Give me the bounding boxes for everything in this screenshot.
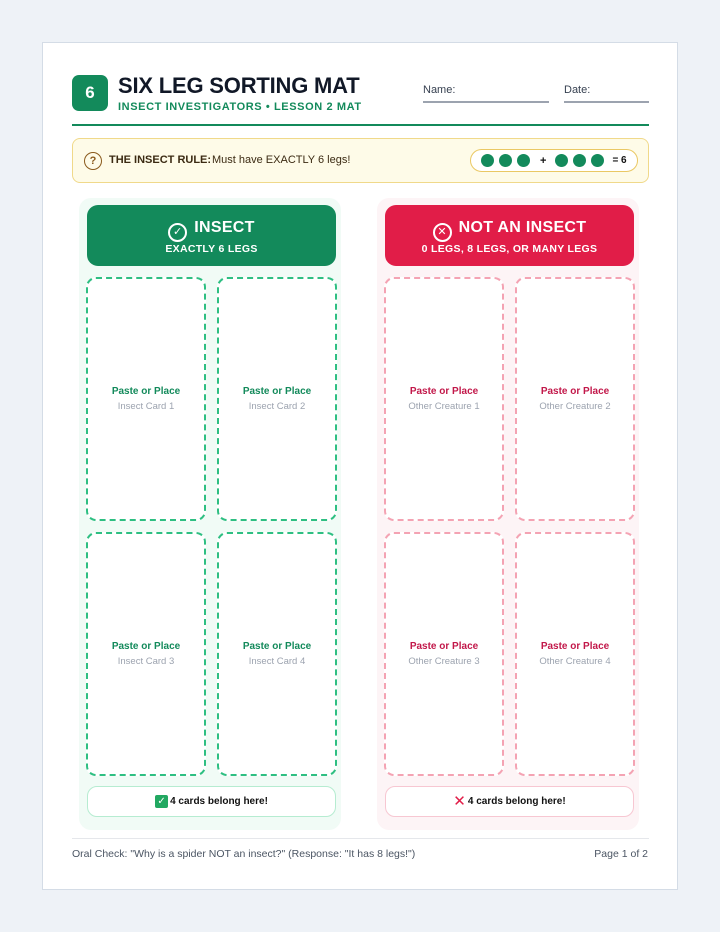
date-line [564, 101, 649, 103]
name-field[interactable] [423, 84, 549, 96]
oral-check: Oral Check: "Why is a spider NOT an insect?" (Response: "It has 8 legs!") [72, 848, 416, 860]
insect-card-slot[interactable] [217, 277, 337, 521]
insect-card-slot[interactable] [86, 277, 206, 521]
leg-dot-icon [555, 154, 568, 167]
equation-result: = 6 [612, 155, 627, 166]
worksheet-page [42, 42, 678, 890]
slot-instruction: Paste or Place [540, 641, 610, 652]
slot-label: Other Creature 2 [539, 401, 611, 412]
not-insect-subtitle: 0 LEGS, 8 LEGS, OR MANY LEGS [421, 243, 598, 255]
leg-dot-icon [517, 154, 530, 167]
slot-instruction: Paste or Place [242, 641, 312, 652]
insect-panel [79, 198, 341, 830]
insect-footer-text: 4 cards belong here! [170, 796, 268, 807]
page-number: Page 1 of 2 [594, 848, 648, 860]
not-insect-header [385, 205, 634, 266]
leg-dot-icon [481, 154, 494, 167]
slot-instruction: Paste or Place [540, 386, 610, 397]
slot-instruction: Paste or Place [242, 386, 312, 397]
insect-header [87, 205, 336, 266]
slot-label: Other Creature 3 [408, 656, 480, 667]
rule-label: THE INSECT RULE: [109, 154, 212, 166]
insect-footer [87, 786, 336, 817]
slot-label: Other Creature 4 [539, 656, 611, 667]
leg-dot-icon [591, 154, 604, 167]
not-insect-title: NOT AN INSECT [458, 219, 587, 236]
insect-card-slot[interactable] [86, 532, 206, 776]
creature-card-slot[interactable] [384, 277, 504, 521]
page-title: SIX LEG SORTING MAT [118, 73, 360, 98]
slot-label: Insect Card 3 [117, 656, 175, 667]
not-insect-footer-text: 4 cards belong here! [467, 796, 566, 807]
footer-divider [72, 838, 649, 839]
not-insect-footer [385, 786, 634, 817]
slot-instruction: Paste or Place [111, 641, 181, 652]
creature-card-slot[interactable] [515, 277, 635, 521]
insect-subtitle: EXACTLY 6 LEGS [165, 243, 258, 255]
insect-title: INSECT [194, 219, 255, 236]
rule-text: Must have EXACTLY 6 legs! [212, 154, 351, 166]
slot-label: Insect Card 1 [117, 401, 175, 412]
leg-equation [470, 149, 638, 172]
slot-instruction: Paste or Place [409, 641, 479, 652]
date-field[interactable] [564, 84, 649, 96]
slot-label: Other Creature 1 [408, 401, 480, 412]
name-line [423, 101, 549, 103]
check-circle-icon: ✓ [168, 223, 187, 242]
leg-dot-icon [573, 154, 586, 167]
question-circle-icon: ? [84, 152, 102, 170]
date-label: Date: [564, 84, 591, 96]
check-box-icon: ✓ [155, 795, 168, 808]
slot-instruction: Paste or Place [111, 386, 181, 397]
creature-card-slot[interactable] [515, 532, 635, 776]
page-subtitle: INSECT INVESTIGATORS • LESSON 2 MAT [118, 101, 362, 113]
slot-instruction: Paste or Place [409, 386, 479, 397]
insect-rule-box [72, 138, 649, 183]
leg-dot-icon [499, 154, 512, 167]
insect-card-slot[interactable] [217, 532, 337, 776]
slot-label: Insect Card 2 [248, 401, 306, 412]
slot-label: Insect Card 4 [248, 656, 306, 667]
not-insect-panel [377, 198, 639, 830]
name-label: Name: [423, 84, 456, 96]
creature-card-slot[interactable] [384, 532, 504, 776]
cross-mark-icon: ✕ [453, 793, 466, 810]
lesson-badge: 6 [72, 75, 108, 111]
x-circle-icon: ✕ [433, 223, 452, 242]
equation-plus: + [540, 154, 547, 167]
header-divider [72, 124, 649, 126]
